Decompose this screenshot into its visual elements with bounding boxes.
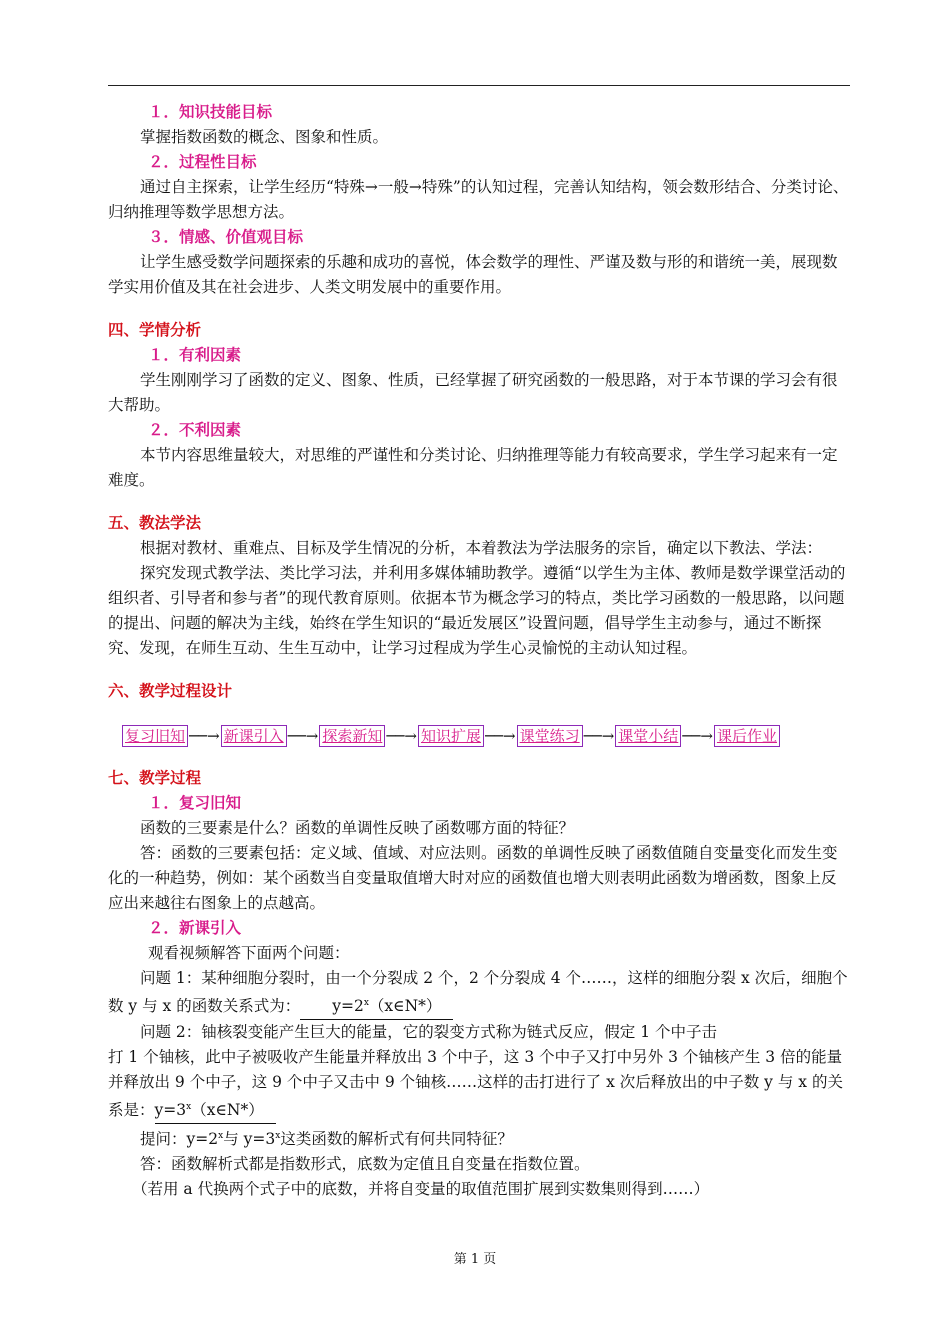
- subheading-unfavorable: ２．不利因素: [148, 421, 242, 439]
- formula-2-domain: （x∈N*）: [191, 1101, 264, 1120]
- paragraph-problem-2b: [108, 1045, 850, 1124]
- flow-step-extend: 知识扩展: [418, 725, 484, 747]
- problem-2-text: 打 1 个铀核，此中子被吸收产生能量并释放出 3 个中子，这 3 个中子又打中另外 3 个铀核产生 3 倍的能量并释放出 9 个中子，这 9 个中子又击中 9 个铀核……这样的击打进行了 x 次后释放出的中子数 y 与 x 的关系是：: [108, 1048, 843, 1120]
- subheading-process-goal: ２．过程性目标: [148, 153, 257, 171]
- paragraph-ask: [108, 1124, 850, 1152]
- arrow-icon: ──→: [682, 727, 713, 745]
- ask-text: 提问：y=2: [140, 1130, 219, 1149]
- paragraph-answer: 答：函数的三要素包括：定义域、值域、对应法则。函数的单调性反映了函数值随自变量变化而发生变化的一种趋势，例如：某个函数当自变量取值增大时对应的函数值也增大则表明此函数为增函数，图象上反应出来越往右图象上的点越高。: [108, 844, 838, 912]
- arrow-icon: ──→: [583, 727, 615, 745]
- flow-step-review: 复习旧知: [122, 725, 188, 747]
- paragraph-intro: 观看视频解答下面两个问题：: [148, 944, 350, 962]
- flow-step-summary: 课堂小结: [615, 725, 681, 747]
- ask-exponent-2: x: [275, 1131, 281, 1142]
- paragraph: 本节内容思维量较大，对思维的严谨性和分类讨论、归纳推理等能力有较高要求，学生学习起来有一定难度。: [108, 446, 838, 489]
- header-rule: [108, 85, 850, 86]
- paragraph: 通过自主探索，让学生经历“特殊→一般→特殊”的认知过程，完善认知结构，领会数形结合、分类讨论、归纳推理等数学思想方法。: [108, 178, 849, 221]
- flow-step-practice: 课堂练习: [517, 725, 583, 747]
- page-number: 第 1 页: [453, 1252, 497, 1267]
- paragraph: 学生刚刚学习了函数的定义、图象、性质，已经掌握了研究函数的一般思路，对于本节课的学习会有很大帮助。: [108, 371, 838, 414]
- paragraph-note: （若用 a 代换两个式子中的底数，并将自变量的取值范围扩展到实数集则得到……）: [132, 1180, 710, 1199]
- paragraph: 根据对教材、重难点、目标及学生情况的分析，本着教法为学法服务的宗旨，确定以下教法、学法：: [140, 539, 823, 557]
- subheading-review: １．复习旧知: [148, 794, 242, 812]
- subheading-knowledge-goal: １．知识技能目标: [148, 103, 273, 121]
- ask-exponent-1: x: [218, 1131, 224, 1142]
- paragraph-answer-2: 答：函数解析式都是指数形式，底数为定值且自变量在指数位置。: [140, 1155, 590, 1174]
- formula-1-domain: （x∈N*）: [368, 997, 442, 1016]
- arrow-icon: ──→: [484, 727, 516, 745]
- flow-step-explore: 探索新知: [319, 725, 385, 747]
- section-title-methods: 五、教法学法: [108, 514, 202, 532]
- section-title-process-design: 六、教学过程设计: [108, 682, 233, 700]
- problem-1-text: 问题 1：某种细胞分裂时，由一个分裂成 2 个，2 个分裂成 4 个……，这样的细胞分裂 x 次后，细胞个数 y 与 x 的函数关系式为：: [108, 969, 848, 1016]
- process-flow: [122, 724, 850, 748]
- section-title-student-analysis: 四、学情分析: [108, 321, 202, 339]
- ask-text-mid: 与 y=3: [223, 1130, 276, 1149]
- formula-1-exponent: x: [363, 998, 369, 1008]
- formula-1-base: y=2: [332, 997, 364, 1016]
- formula-2-base: y=3: [154, 1101, 187, 1120]
- paragraph-problem-1: [108, 966, 850, 1020]
- formula-2: [155, 1095, 276, 1124]
- arrow-icon: ──→: [287, 727, 319, 745]
- paragraph-problem-2a: 问题 2：铀核裂变能产生巨大的能量，它的裂变方式称为链式反应，假定 1 个中子击: [140, 1023, 718, 1042]
- subheading-favorable: １．有利因素: [148, 346, 242, 364]
- paragraph: 让学生感受数学问题探索的乐趣和成功的喜悦，体会数学的理性、严谨及数与形的和谐统一美，展现数学实用价值及其在社会进步、人类文明发展中的重要作用。: [108, 253, 838, 296]
- ask-text-post: 这类函数的解析式有何共同特征？: [280, 1130, 513, 1149]
- paragraph: 掌握指数函数的概念、图象和性质。: [140, 128, 389, 146]
- flow-step-homework: 课后作业: [714, 725, 780, 747]
- paragraph: 探究发现式教学法、类比学习法，并利用多媒体辅助教学。遵循“以学生为主体、教师是数学课堂活动的组织者、引导者和参与者”的现代教育原则。依据本节为概念学习的特点，类比学习函数的一般思路，以问题的提出、问题的解决为主线，始终在学生知识的“最近发展区”设置问题，倡导学生主动参与，通过不断探究、发现，在师生互动、生生互动中，让学习过程成为学生心灵愉悦的主动认知过程。: [108, 564, 846, 657]
- formula-2-exponent: x: [186, 1102, 192, 1113]
- arrow-icon: ──→: [189, 727, 220, 745]
- paragraph-question: 函数的三要素是什么？函数的单调性反映了函数哪方面的特征？: [140, 819, 575, 837]
- document-body: [108, 100, 850, 1202]
- arrow-icon: ──→: [386, 727, 417, 745]
- formula-1: [300, 991, 453, 1020]
- subheading-new-lesson: ２．新课引入: [148, 919, 242, 937]
- flow-step-intro: 新课引入: [221, 725, 287, 747]
- subheading-emotion-goal: ３．情感、价值观目标: [148, 228, 304, 246]
- section-title-teaching-process: 七、教学过程: [108, 769, 202, 787]
